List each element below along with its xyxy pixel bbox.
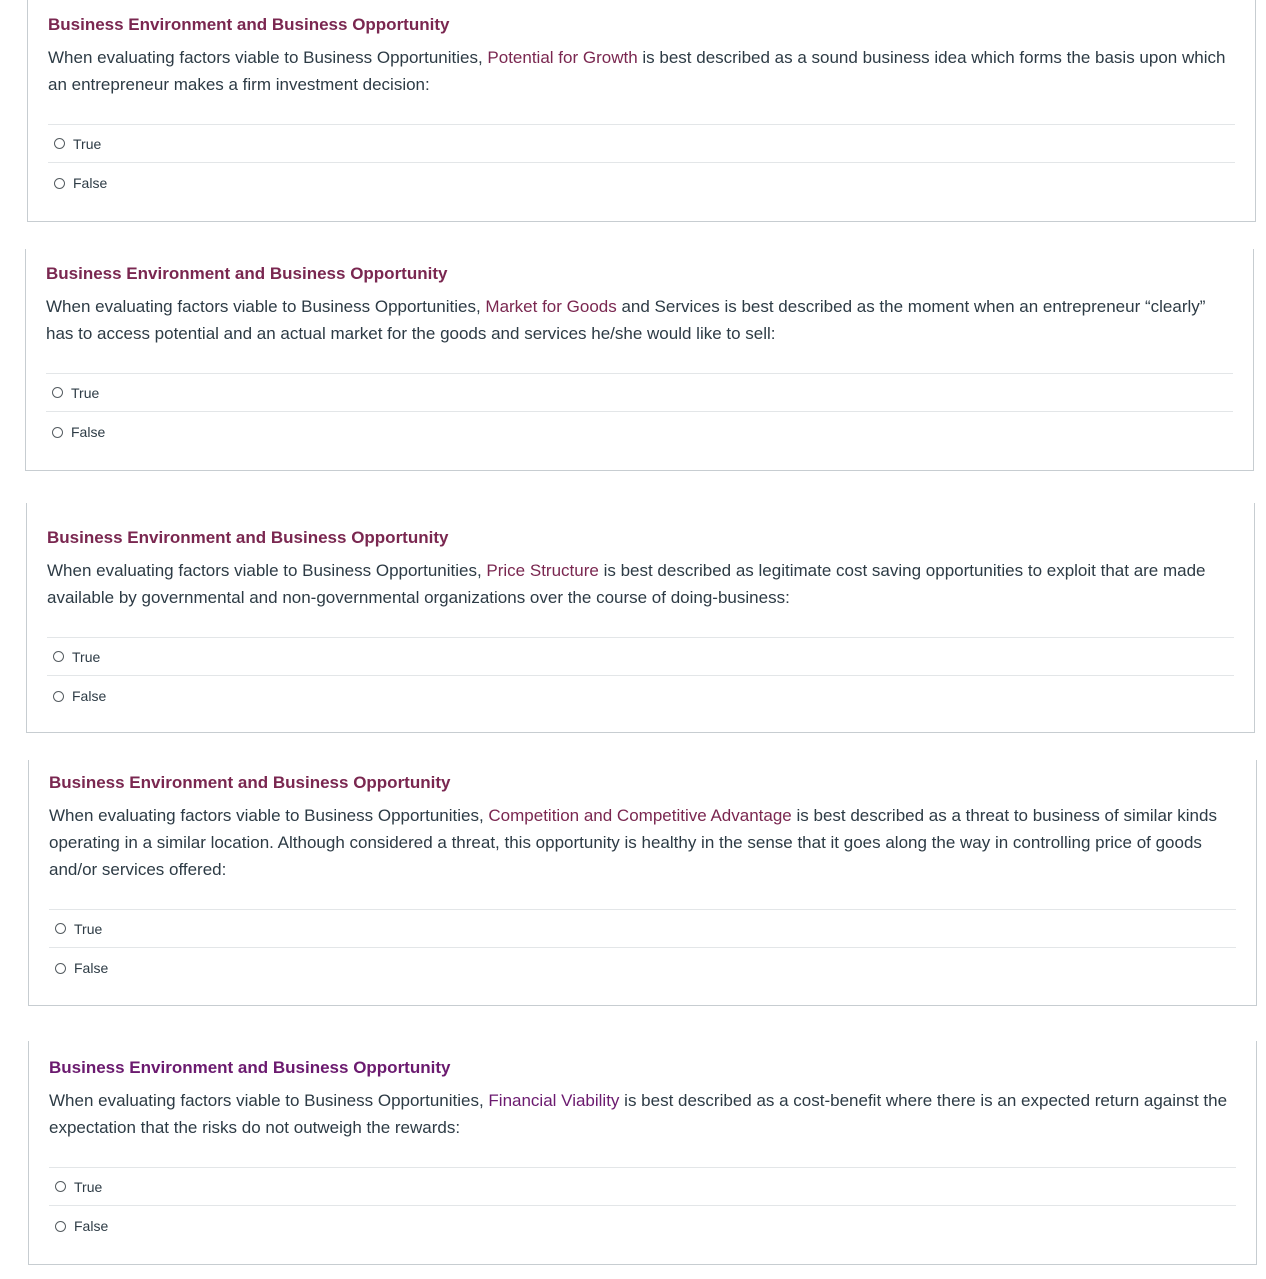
- answer-list: [46, 373, 1233, 452]
- radio-button-icon[interactable]: [55, 963, 66, 974]
- question-text: [49, 802, 1236, 883]
- radio-button-icon[interactable]: [55, 923, 66, 934]
- question-highlight: Financial Viability: [488, 1091, 620, 1110]
- question-card-5: [28, 1041, 1257, 1265]
- answer-label: True: [71, 384, 100, 401]
- question-text-after: is best described as a cost-benefit where there is an expected return against the expectation that the risks do not outweigh the rewards:: [49, 1091, 1228, 1137]
- question-highlight: Competition and Competitive Advantage: [488, 806, 792, 825]
- radio-button-icon[interactable]: [54, 138, 65, 149]
- answer-option-false[interactable]: [46, 412, 1233, 452]
- answer-label: False: [74, 1218, 109, 1234]
- question-text: [46, 293, 1233, 347]
- answer-list: [49, 909, 1236, 988]
- answer-label: True: [74, 920, 103, 937]
- question-card-2: [25, 249, 1254, 471]
- answer-label: False: [71, 424, 106, 440]
- answer-option-true[interactable]: [49, 1168, 1236, 1206]
- question-text-after: is best described as a threat to business of similar kinds operating in a similar location. Although considered a threat, this opportunity is healthy in the sense that it goes along the way in controlling price of goods and/or services offered:: [49, 806, 1217, 879]
- question-title: Business Environment and Business Opportunity: [49, 773, 451, 792]
- radio-button-icon[interactable]: [52, 387, 63, 398]
- radio-button-icon[interactable]: [53, 651, 64, 662]
- question-card-3: [26, 503, 1255, 733]
- answer-option-false[interactable]: [49, 1206, 1236, 1246]
- question-text-before: When evaluating factors viable to Business Opportunities,: [47, 561, 487, 580]
- question-text-after: is best described as legitimate cost saving opportunities to exploit that are made available by governmental and non-governmental organizations over the course of doing-business:: [47, 561, 1206, 607]
- answer-option-true[interactable]: [48, 125, 1235, 163]
- question-card-1: [27, 0, 1256, 222]
- radio-button-icon[interactable]: [52, 427, 63, 438]
- answer-label: True: [74, 1178, 103, 1195]
- question-text: [49, 1087, 1236, 1141]
- answer-option-false[interactable]: [48, 163, 1235, 203]
- question-highlight: Market for Goods: [485, 297, 617, 316]
- radio-button-icon[interactable]: [55, 1221, 66, 1232]
- answer-label: False: [73, 175, 108, 191]
- radio-button-icon[interactable]: [54, 178, 65, 189]
- question-highlight: Potential for Growth: [487, 48, 638, 67]
- question-text-after: is best described as a sound business idea which forms the basis upon which an entrepreneur makes a firm investment decision:: [48, 48, 1226, 94]
- answer-option-false[interactable]: [49, 948, 1236, 988]
- question-title: Business Environment and Business Opportunity: [48, 15, 450, 34]
- question-text-before: When evaluating factors viable to Business Opportunities,: [46, 297, 486, 316]
- answer-option-true[interactable]: [49, 910, 1236, 948]
- radio-button-icon[interactable]: [53, 691, 64, 702]
- question-text-before: When evaluating factors viable to Business Opportunities,: [49, 1091, 489, 1110]
- question-text: [47, 557, 1234, 611]
- answer-list: [48, 124, 1235, 203]
- answer-option-false[interactable]: [47, 676, 1234, 716]
- answer-label: True: [73, 135, 102, 152]
- question-card-4: [28, 760, 1257, 1006]
- answer-label: True: [72, 648, 101, 665]
- question-text-before: When evaluating factors viable to Business Opportunities,: [49, 806, 489, 825]
- answer-list: [49, 1167, 1236, 1246]
- question-title: Business Environment and Business Opportunity: [47, 528, 449, 547]
- answer-list: [47, 637, 1234, 716]
- answer-label: False: [72, 688, 107, 704]
- question-text-after: and Services is best described as the moment when an entrepreneur “clearly” has to access potential and an actual market for the goods and services he/she would like to sell:: [46, 297, 1206, 343]
- question-text-before: When evaluating factors viable to Business Opportunities,: [48, 48, 488, 67]
- question-title: Business Environment and Business Opportunity: [49, 1058, 451, 1077]
- question-highlight: Price Structure: [486, 561, 599, 580]
- answer-option-true[interactable]: [46, 374, 1233, 412]
- question-text: [48, 44, 1235, 98]
- question-title: Business Environment and Business Opportunity: [46, 264, 448, 283]
- answer-label: False: [74, 960, 109, 976]
- radio-button-icon[interactable]: [55, 1181, 66, 1192]
- answer-option-true[interactable]: [47, 638, 1234, 676]
